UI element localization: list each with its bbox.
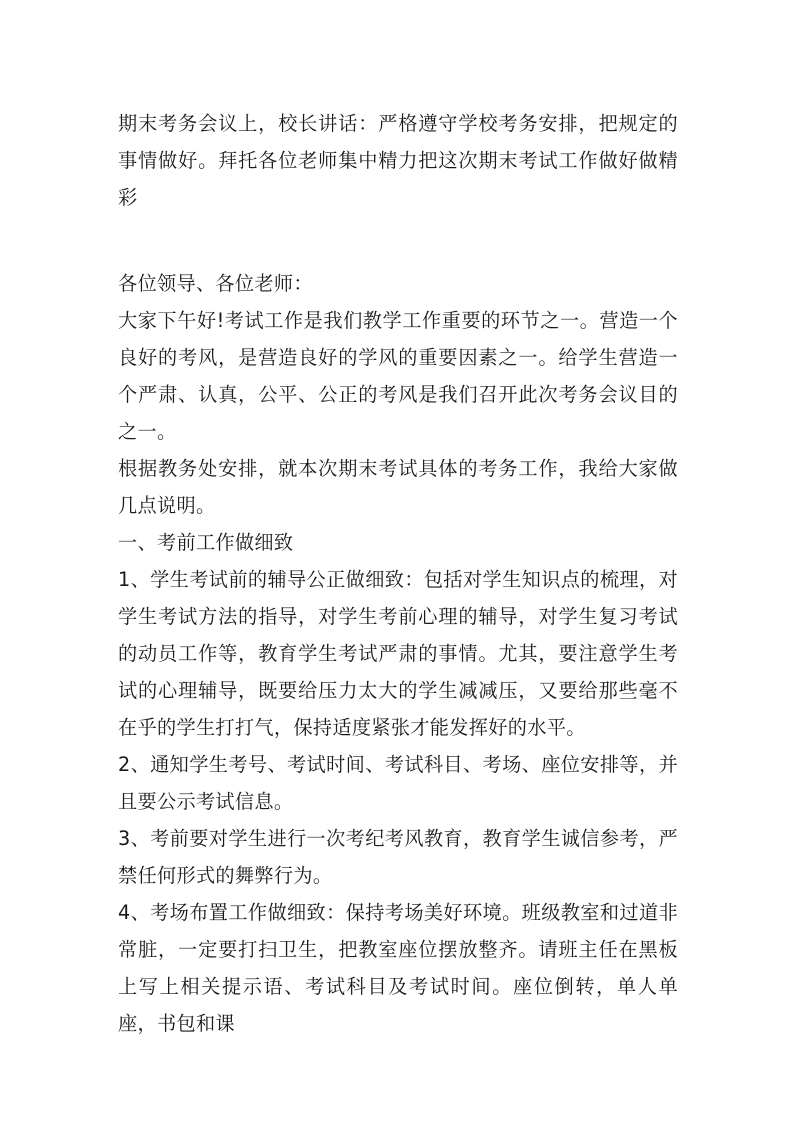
list-item-3: 3、考前要对学生进行一次考纪考风教育，教育学生诚信参考，严禁任何形式的舞弊行为。 [118, 827, 678, 887]
document-title: 期末考务会议上，校长讲话：严格遵守学校考务安排，把规定的事情做好。拜托各位老师集中精力把这次期末考试工作做好做精彩 [118, 112, 678, 209]
section-heading-1: 一、考前工作做细致 [118, 531, 294, 554]
paragraph-intro: 大家下午好!考试工作是我们教学工作重要的环节之一。营造一个良好的考风，是营造良好的学风的重要因素之一。给学生营造一个严肃、认真，公平、公正的考风是我们召开此次考务会议目的之一。 [118, 309, 678, 443]
list-item-2: 2、通知学生考号、考试时间、考试科目、考场、座位安排等，并且要公示考试信息。 [118, 753, 678, 813]
paragraph-explanation: 根据教务处安排，就本次期末考试具体的考务工作，我给大家做几点说明。 [118, 457, 678, 517]
list-item-1: 1、学生考试前的辅导公正做细致：包括对学生知识点的梳理，对学生考试方法的指导，对学生考前心理的辅导，对学生复习考试的动员工作等，教育学生考试严肃的事情。尤其，要注意学生考试的心理辅导，既要给压力太大的学生减减压，又要给那些毫不在乎的学生打打气，保持适度紧张才能发挥好的水平。 [118, 568, 678, 739]
list-item-4: 4、考场布置工作做细致：保持考场美好环境。班级教室和过道非常脏，一定要打扫卫生，把教室座位摆放整齐。请班主任在黑板上写上相关提示语、考试科目及考试时间。座位倒转，单人单座，书包和课 [118, 901, 678, 1035]
salutation: 各位领导、各位老师： [118, 272, 313, 295]
document-page [118, 105, 678, 1042]
